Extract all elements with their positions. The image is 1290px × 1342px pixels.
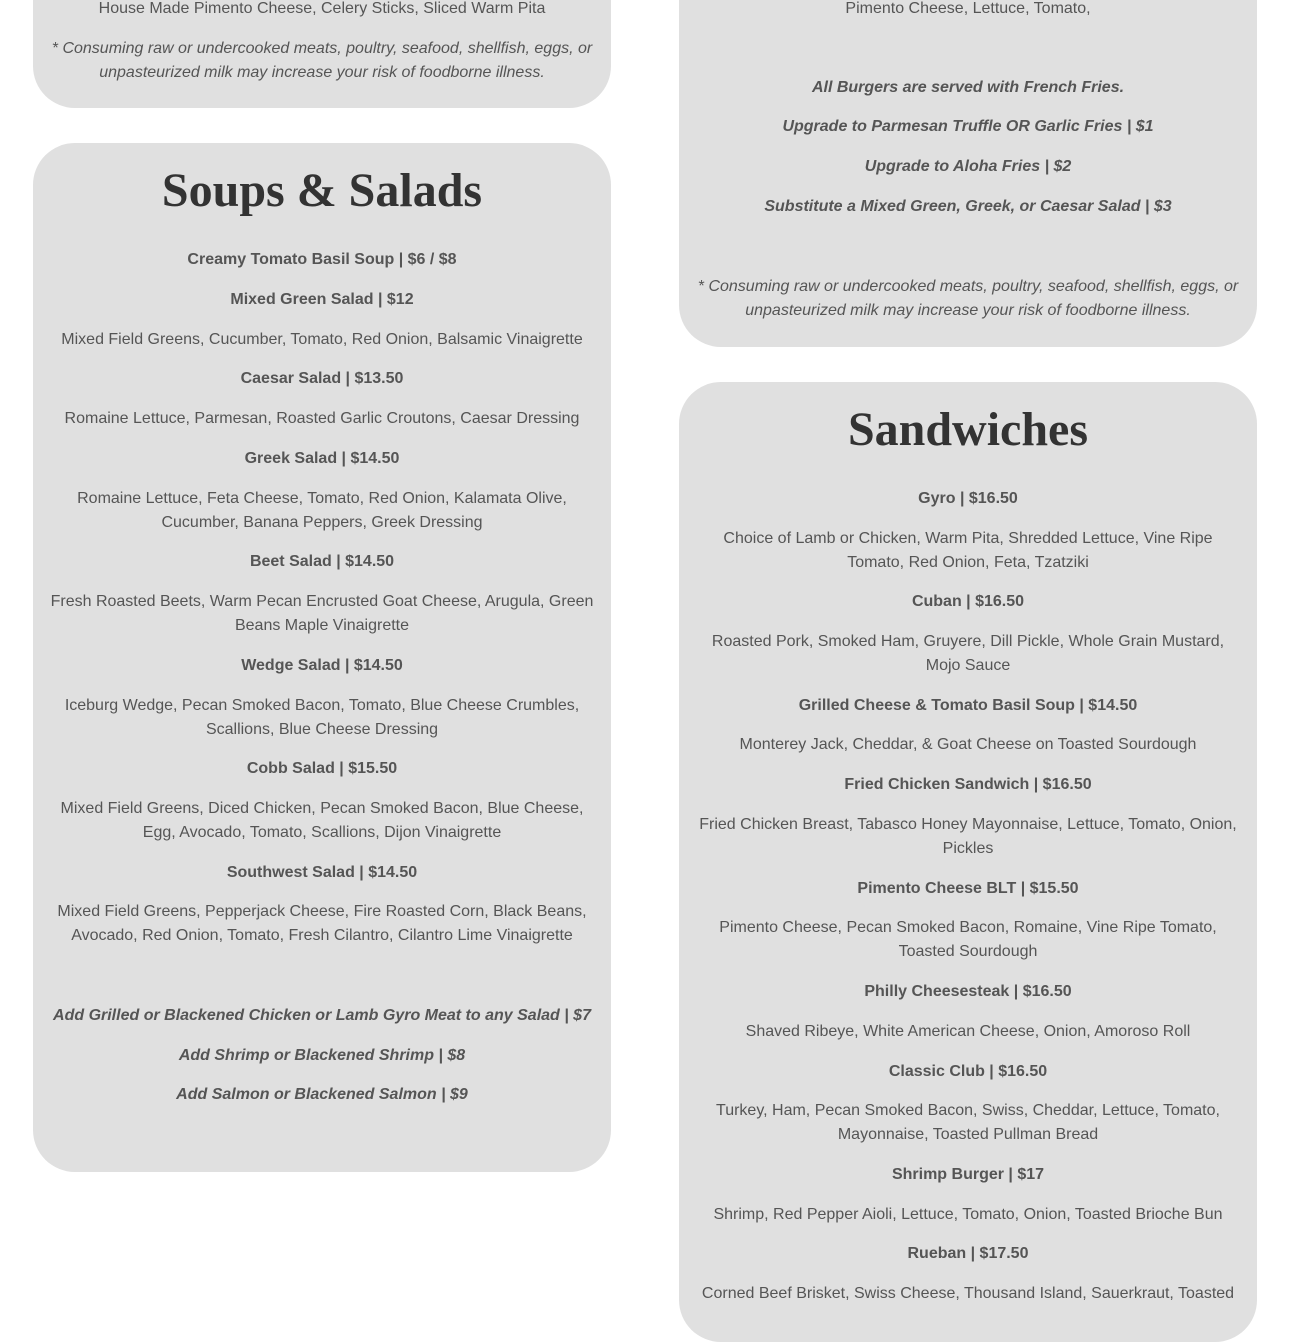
menu-item-description: Romaine Lettuce, Parmesan, Roasted Garlic Croutons, Caesar Dressing (64, 410, 580, 427)
menu-item-name: Pimento Cheese BLT | $15.50 (857, 880, 1079, 897)
foodborne-disclaimer: * Consuming raw or undercooked meats, poultry, seafood, shellfish, eggs, or unpasteurized milk may increase your risk of foodborne illness. (697, 278, 1239, 319)
menu-item-description: Pimento Cheese, Pecan Smoked Bacon, Romaine, Vine Ripe Tomato, Toasted Sourdough (719, 919, 1217, 960)
menu-item-name: Southwest Salad | $14.50 (226, 864, 418, 881)
menu-item-name: Classic Club | $16.50 (888, 1063, 1048, 1080)
menu-item-description: Roasted Pork, Smoked Ham, Gruyere, Dill Pickle, Whole Grain Mustard, Mojo Sauce (711, 633, 1225, 674)
menu-item-description: Mixed Field Greens, Cucumber, Tomato, Red Onion, Balsamic Vinaigrette (61, 331, 583, 348)
menu-item-name: Grilled Cheese & Tomato Basil Soup | $14.50 (798, 697, 1138, 714)
appetizers-card-tail (33, 0, 611, 108)
burger-note: All Burgers are served with French Fries. (811, 79, 1125, 96)
menu-item-name: Cuban | $16.50 (911, 593, 1025, 610)
menu-item-name: Gyro | $16.50 (918, 490, 1018, 507)
menu-item-description: Iceburg Wedge, Pecan Smoked Bacon, Tomato, Blue Cheese Crumbles, Scallions, Blue Cheese Dressing (64, 697, 580, 738)
burger-note: Upgrade to Parmesan Truffle OR Garlic Fries | $1 (782, 118, 1154, 135)
soups-salads-card (33, 143, 611, 1172)
menu-item-name: Cobb Salad | $15.50 (246, 760, 398, 777)
menu-item-description: Mixed Field Greens, Pepperjack Cheese, Fire Roasted Corn, Black Beans, Avocado, Red Onion, Tomato, Fresh Cilantro, Cilantro Lime Vinaigrette (57, 903, 587, 944)
menu-item-name: Mixed Green Salad | $12 (230, 291, 414, 308)
menu-item-description: Mixed Field Greens, Diced Chicken, Pecan Smoked Bacon, Blue Cheese, Egg, Avocado, Tomato, Scallions, Dijon Vinaigrette (60, 800, 584, 841)
salad-addon: Add Salmon or Blackened Salmon | $9 (176, 1086, 468, 1103)
menu-item-name: Shrimp Burger | $17 (891, 1166, 1045, 1183)
menu-item-description: Choice of Lamb or Chicken, Warm Pita, Shredded Lettuce, Vine Ripe Tomato, Red Onion, Feta, Tzatziki (723, 530, 1213, 571)
menu-item-description: House Made Pimento Cheese, Celery Sticks, Sliced Warm Pita (98, 0, 546, 17)
menu-item-name: Caesar Salad | $13.50 (240, 370, 404, 387)
menu-item-description: Shrimp, Red Pepper Aioli, Lettuce, Tomato, Onion, Toasted Brioche Bun (713, 1206, 1223, 1223)
menu-item-name: Philly Cheesesteak | $16.50 (864, 983, 1072, 1000)
salad-addon: Add Grilled or Blackened Chicken or Lamb Gyro Meat to any Salad | $7 (53, 1007, 591, 1024)
menu-item-name: Greek Salad | $14.50 (244, 450, 400, 467)
menu-item-description: Romaine Lettuce, Feta Cheese, Tomato, Red Onion, Kalamata Olive, Cucumber, Banana Peppers, Greek Dressing (77, 490, 567, 531)
menu-item-description: Shaved Ribeye, White American Cheese, Onion, Amoroso Roll (745, 1023, 1191, 1040)
menu-item-description: Pimento Cheese, Lettuce, Tomato, (845, 0, 1091, 17)
foodborne-disclaimer: * Consuming raw or undercooked meats, poultry, seafood, shellfish, eggs, or unpasteurized milk may increase your risk of foodborne illness. (51, 40, 593, 81)
section-title: Sandwiches (847, 403, 1089, 456)
burger-note: Upgrade to Aloha Fries | $2 (864, 158, 1072, 175)
menu-item-name: Beet Salad | $14.50 (249, 553, 395, 570)
burgers-card-tail (679, 0, 1257, 347)
burger-note: Substitute a Mixed Green, Greek, or Caesar Salad | $3 (764, 198, 1172, 215)
menu-item-description: Fresh Roasted Beets, Warm Pecan Encrusted Goat Cheese, Arugula, Green Beans Maple Vinaigrette (50, 593, 594, 634)
menu-item-description: Turkey, Ham, Pecan Smoked Bacon, Swiss, Cheddar, Lettuce, Tomato, Mayonnaise, Toasted Pullman Bread (716, 1102, 1220, 1143)
menu-item-description: Monterey Jack, Cheddar, & Goat Cheese on Toasted Sourdough (739, 736, 1197, 753)
menu-item-name: Creamy Tomato Basil Soup | $6 / $8 (187, 251, 457, 268)
menu-item-name: Rueban | $17.50 (907, 1245, 1029, 1262)
sandwiches-card (679, 382, 1257, 1342)
menu-item-description: Corned Beef Brisket, Swiss Cheese, Thousand Island, Sauerkraut, Toasted (701, 1285, 1235, 1302)
section-title: Soups & Salads (161, 164, 483, 217)
menu-item-description: Fried Chicken Breast, Tabasco Honey Mayonnaise, Lettuce, Tomato, Onion, Pickles (699, 816, 1237, 857)
salad-addon: Add Shrimp or Blackened Shrimp | $8 (178, 1047, 466, 1064)
menu-item-name: Wedge Salad | $14.50 (241, 657, 403, 674)
menu-item-name: Fried Chicken Sandwich | $16.50 (844, 776, 1092, 793)
